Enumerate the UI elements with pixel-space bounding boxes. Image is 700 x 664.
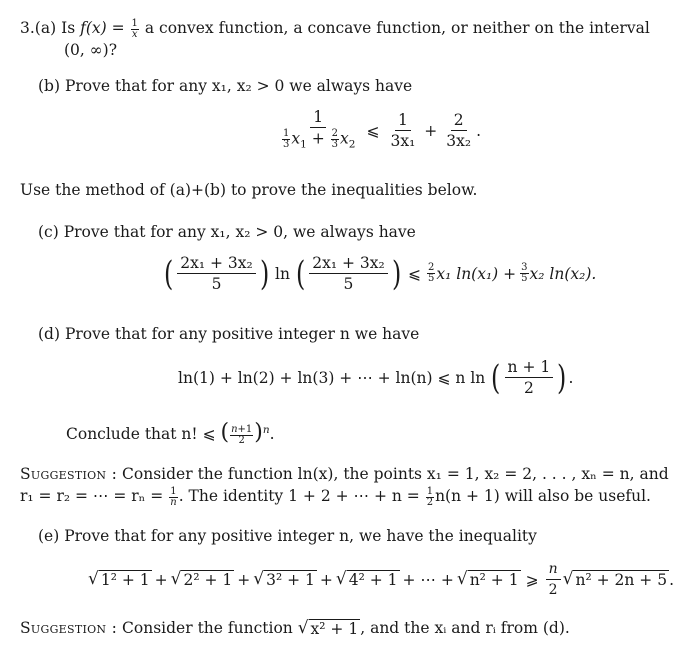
part-e-line: (e) Prove that for any positive integer n, we have the inequality (38, 527, 537, 545)
conclude-line: Conclude that n! ⩽ ( $\frac{n+1}{2}$ )$^n$. (66, 420, 275, 446)
b-rhs-fraction-2: $\frac{2}{\text{3x₂}}$ (446, 111, 472, 151)
suggestion-1-line2: r₁ = r₂ = ⋯ = rₙ = $\frac{1}{n}$ . The identity 1 + 2 + ⋯ + n = $\frac{1}{2}$ n(n + 1) will also be useful. (20, 485, 651, 508)
part-d-label: (d) (38, 325, 61, 343)
part-e-equation: √ 1² + 1 + √ 2² + 1 + √ 3² + 1 + √ 4² + 1 + ⋯ + √ n² + 1 ⩾ $\frac{n}{2}$ √ n² + 2n + 5 . (88, 561, 674, 598)
part-a-line2 (64, 40, 117, 60)
part-e-label: (e) (38, 527, 60, 545)
suggestion-1-head: Suggestion : (20, 465, 118, 483)
function-def: f(x) = (80, 19, 125, 37)
suggestion-2-head: Suggestion : (20, 619, 118, 637)
d-fraction: $\frac{n + 1}{2}$ (505, 358, 554, 397)
part-b-label: (b) (38, 77, 61, 95)
one-over-x: $\frac{1}{x}$ (131, 17, 138, 40)
part-d-line: (d) Prove that for any positive integer n we have (38, 325, 420, 343)
part-d-equation: ln(1) + ln(2) + ln(3) + ⋯ + ln(n) ⩽ n ln ( $\frac{n + 1}{2}$ ) . (178, 357, 574, 398)
interval: (0, ∞)? (64, 41, 118, 59)
b-lhs-fraction: 1 $\frac{1}{3}$ $x_1$ + $\frac{2}{3}$ $x_2$ (283, 108, 356, 151)
c-fraction-2: $\frac{\text{2x₁ + 3x₂}}{5}$ (309, 254, 387, 293)
use-method-line: Use the method of (a)+(b) to prove the inequalities below. (20, 181, 478, 199)
suggestion-2-line: Suggestion : Consider the function √ x² + 1 , and the xᵢ and rᵢ from (d). (20, 618, 570, 638)
part-b-line: (b) Prove that for any x₁, x₂ > 0 we always have (38, 77, 413, 95)
question-number: 3. (20, 19, 35, 37)
part-c-line: (c) Prove that for any x₁, x₂ > 0, we always have (38, 223, 416, 241)
b-rhs-fraction-1: $\frac{1}{\text{3x₁}}$ (390, 111, 416, 151)
part-b-equation: 1 $\frac{1}{3}$ $x_1$ + $\frac{2}{3}$ $x_2$ ⩽ $\frac{1}{\text{3x₁}}$ + $\frac{2}{\text{3x₂}}$ . (276, 108, 481, 154)
part-a-label: (a) (34, 19, 57, 37)
c-fraction-1: $\frac{\text{2x₁ + 3x₂}}{5}$ (177, 254, 255, 293)
part-c-equation: ( $\frac{\text{2x₁ + 3x₂}}{5}$ ) ln ( $\frac{\text{2x₁ + 3x₂}}{5}$ ) ⩽ $\frac{2}{5}$ x₁ ln(x₁) + $\frac{3}{5}$ x₂ ln(x₂). (163, 253, 597, 294)
suggestion-1-line1: Suggestion : Consider the function ln(x), the points x₁ = 1, x₂ = 2, . . . , xₙ = n, and (20, 465, 669, 483)
part-c-label: (c) (38, 223, 59, 241)
part-a-line1: 3.(a) Is f(x) = $\frac{1}{x}$ a convex function, a concave function, or neither on the interval (20, 17, 650, 40)
